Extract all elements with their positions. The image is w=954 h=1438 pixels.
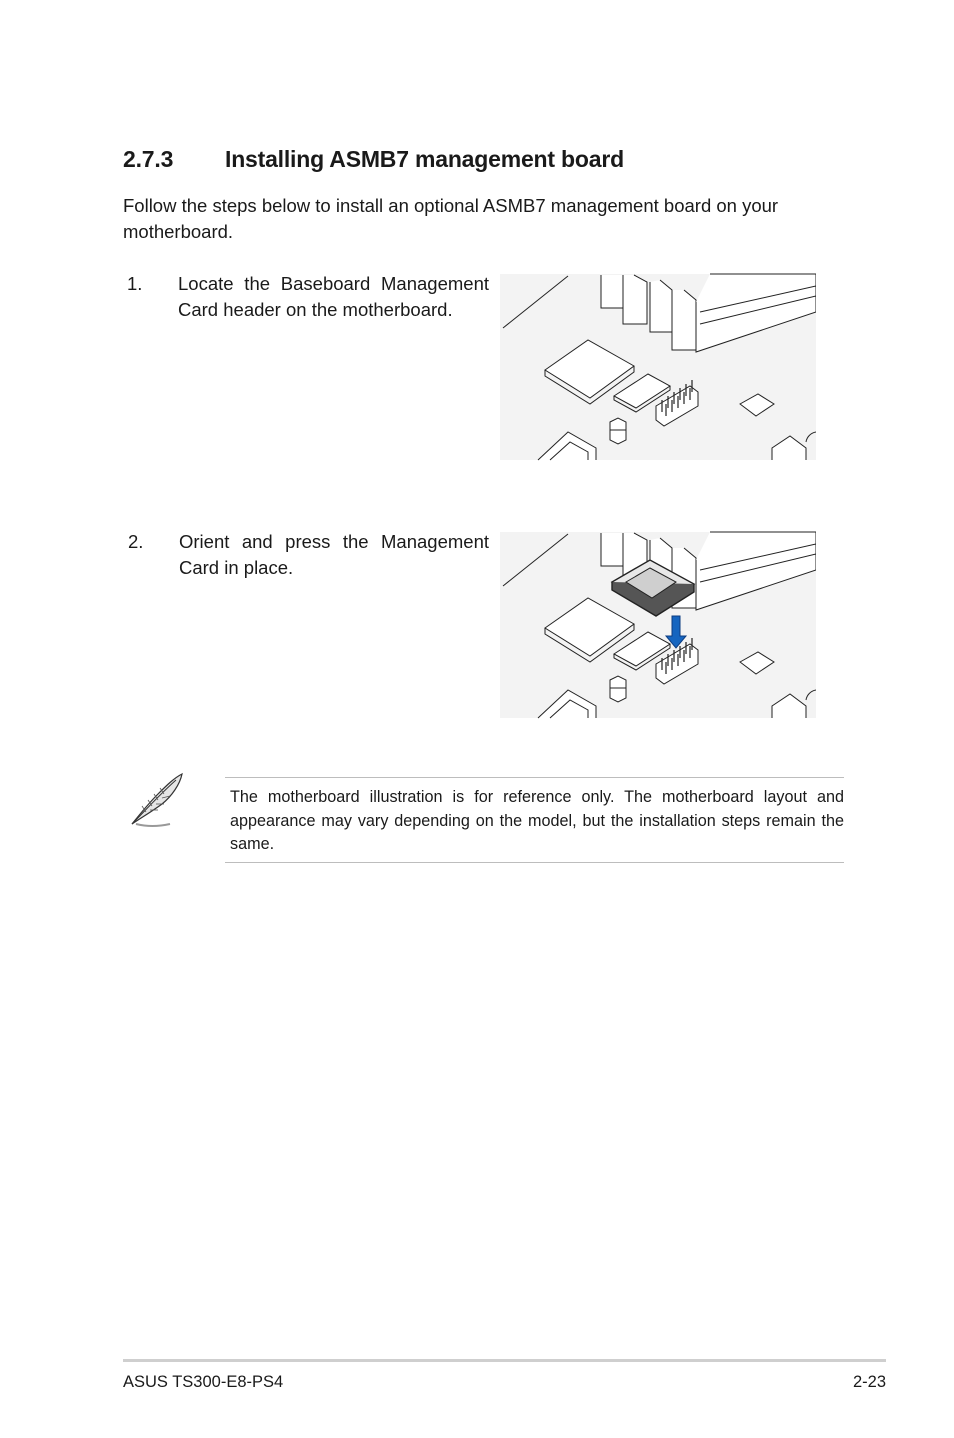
step-1 [127,271,489,323]
management-card-install-illustration [500,530,816,720]
feather-pen-icon [126,770,186,835]
step-2 [128,529,489,581]
section-title: Installing ASMB7 management board [225,146,624,172]
step-number: 1. [127,273,143,294]
note-bottom-rule [225,862,844,863]
step-text: Orient and press the Management Card in place. [179,531,489,578]
section-number: 2.7.3 [123,146,174,172]
footer-page-number: 2-23 [852,1373,886,1391]
step-text: Locate the Baseboard Management Card header on the motherboard. [178,273,489,320]
footer-rule [123,1359,886,1362]
intro-paragraph: Follow the steps below to install an optional ASMB7 management board on your motherboard. [123,195,779,242]
motherboard-header-illustration [500,272,816,462]
step-number: 2. [128,531,144,552]
note-top-rule [225,777,844,778]
footer-product-name: ASUS TS300-E8-PS4 [123,1373,284,1391]
section-heading [123,146,624,173]
note-text: The motherboard illustration is for reference only. The motherboard layout and appearance may vary depending on the model, but the installation steps remain the same. [230,788,844,853]
